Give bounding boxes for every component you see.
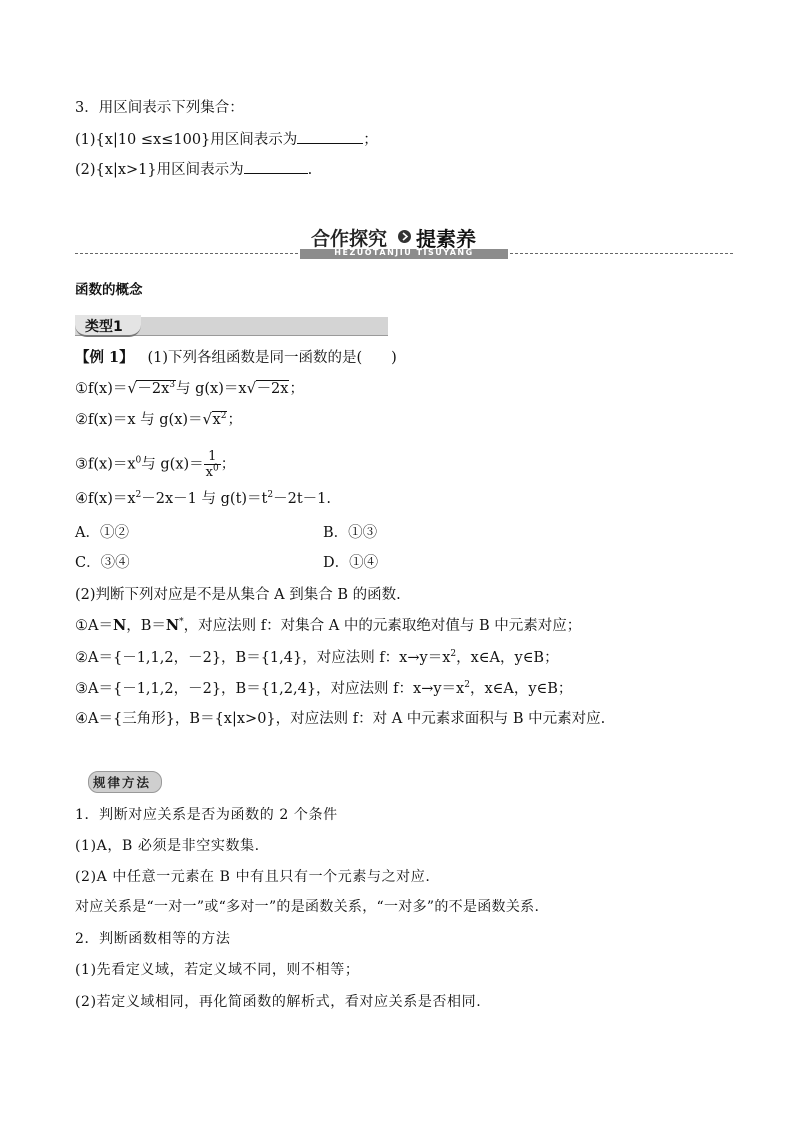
rules-line-3: (2)A 中任意一元素在 B 中有且只有一个元素与之对应. xyxy=(75,869,431,885)
option-3-pre: ③f(x)＝x xyxy=(75,456,136,473)
choice-b: B．①③ xyxy=(323,525,378,541)
fraction: $\frac{1}{x^0}$ xyxy=(205,449,219,480)
answer-blank-2 xyxy=(244,159,308,174)
option-2-end: ； xyxy=(227,412,242,428)
mapping-3: ③A＝{－1,1,2，－2}，B＝{1,2,4}，对应法则 f：$x\to y=x^2$，x∈A，y∈B； xyxy=(75,680,573,697)
exercise-3-item-2-text: (2){x|x>1}用区间表示为 xyxy=(75,162,244,178)
rules-badge: 规律方法 xyxy=(93,775,152,790)
exercise-3-item-2-end: . xyxy=(307,162,313,178)
rules-line-2: (1)A，B 必须是非空实数集. xyxy=(75,838,260,854)
sqrt-1-rad: －2x xyxy=(137,381,170,397)
option-2-pre: ②f(x)＝x 与 g(x)＝ xyxy=(75,412,203,428)
exercise-3-item-1 xyxy=(75,129,378,150)
option-1-mid: 与 g(x)＝x xyxy=(176,381,247,397)
rules-line-7: (2)若定义域相同，再化简函数的解析式，看对应关系是否相同. xyxy=(75,994,482,1010)
sqrt-2: √ －2x xyxy=(247,379,290,399)
mapping-2: ②A＝{－1,1,2，－2}，B＝{1,4}，对应法则 f：$x\to y=x^2$，x∈A，y∈B； xyxy=(75,649,559,666)
exercise-3-title: 3．用区间表示下列集合： xyxy=(75,100,244,116)
sqrt-1-exp: 3 xyxy=(169,380,175,391)
rules-line-4: 对应关系是“一对一”或“多对一”的是函数关系，“一对多”的不是函数关系. xyxy=(75,899,540,915)
type-label: 类型1 xyxy=(85,319,123,335)
section-title: 函数的概念 xyxy=(75,282,143,298)
choice-d: D．①④ xyxy=(323,555,379,571)
option-1-pre: ①f(x)＝ xyxy=(75,381,128,397)
option-1-end: ； xyxy=(289,381,304,397)
example-question-2: (2)判断下列对应是不是从集合 A 到集合 B 的函数. xyxy=(75,587,401,603)
banner-title-right: 提素养 xyxy=(416,227,476,251)
rules-line-6: (1)先看定义域，若定义域不同，则不相等； xyxy=(75,962,360,978)
mapping-1: ①A＝N，B＝N*，对应法则 f：对集合 A 中的元素取绝对值与 B 中元素对应； xyxy=(75,617,582,634)
option-2 xyxy=(75,410,242,430)
banner-title-left: 合作探究 xyxy=(311,228,388,250)
banner-pinyin: HEZUOTANJIU TISUYANG xyxy=(334,248,474,257)
exercise-3-item-1-text: (1){x|10 ≤x≤100}用区间表示为 xyxy=(75,132,298,148)
mapping-4: ④A＝{三角形}，B＝{x|x>0}，对应法则 f：对 A 中元素求面积与 B 中元素对应. xyxy=(75,711,606,727)
answer-blank-1 xyxy=(297,129,363,144)
rules-line-1: 1．判断对应关系是否为函数的 2 个条件 xyxy=(75,807,338,823)
option-3-end: ； xyxy=(220,456,236,473)
option-4: $④f(x)=x^2-2x-1$ 与 $g(t)=t^2-2t-1$. xyxy=(75,490,332,507)
example-question-1-text: (1)下列各组函数是同一函数的是( ) xyxy=(147,350,397,366)
exercise-3-item-2 xyxy=(75,159,312,180)
exercise-3-item-1-end: ； xyxy=(363,132,378,148)
option-3-mid: 与 g(x)＝ xyxy=(141,456,204,473)
example-1-question-1 xyxy=(75,348,397,368)
choice-a: A．①② xyxy=(75,525,129,541)
choice-c: C．③④ xyxy=(75,555,130,571)
example-label: 【例 1】 xyxy=(75,349,134,366)
rules-line-5: 2．判断函数相等的方法 xyxy=(75,931,231,947)
option-3: $③f(x)=x^0$与 g(x)＝ $\frac{1}{x^0}$ ； xyxy=(75,449,236,480)
banner-dot-icon xyxy=(398,230,411,243)
option-1 xyxy=(75,379,304,399)
sqrt-3: √ $x^2$ xyxy=(203,410,228,430)
sqrt-1 xyxy=(127,379,176,399)
